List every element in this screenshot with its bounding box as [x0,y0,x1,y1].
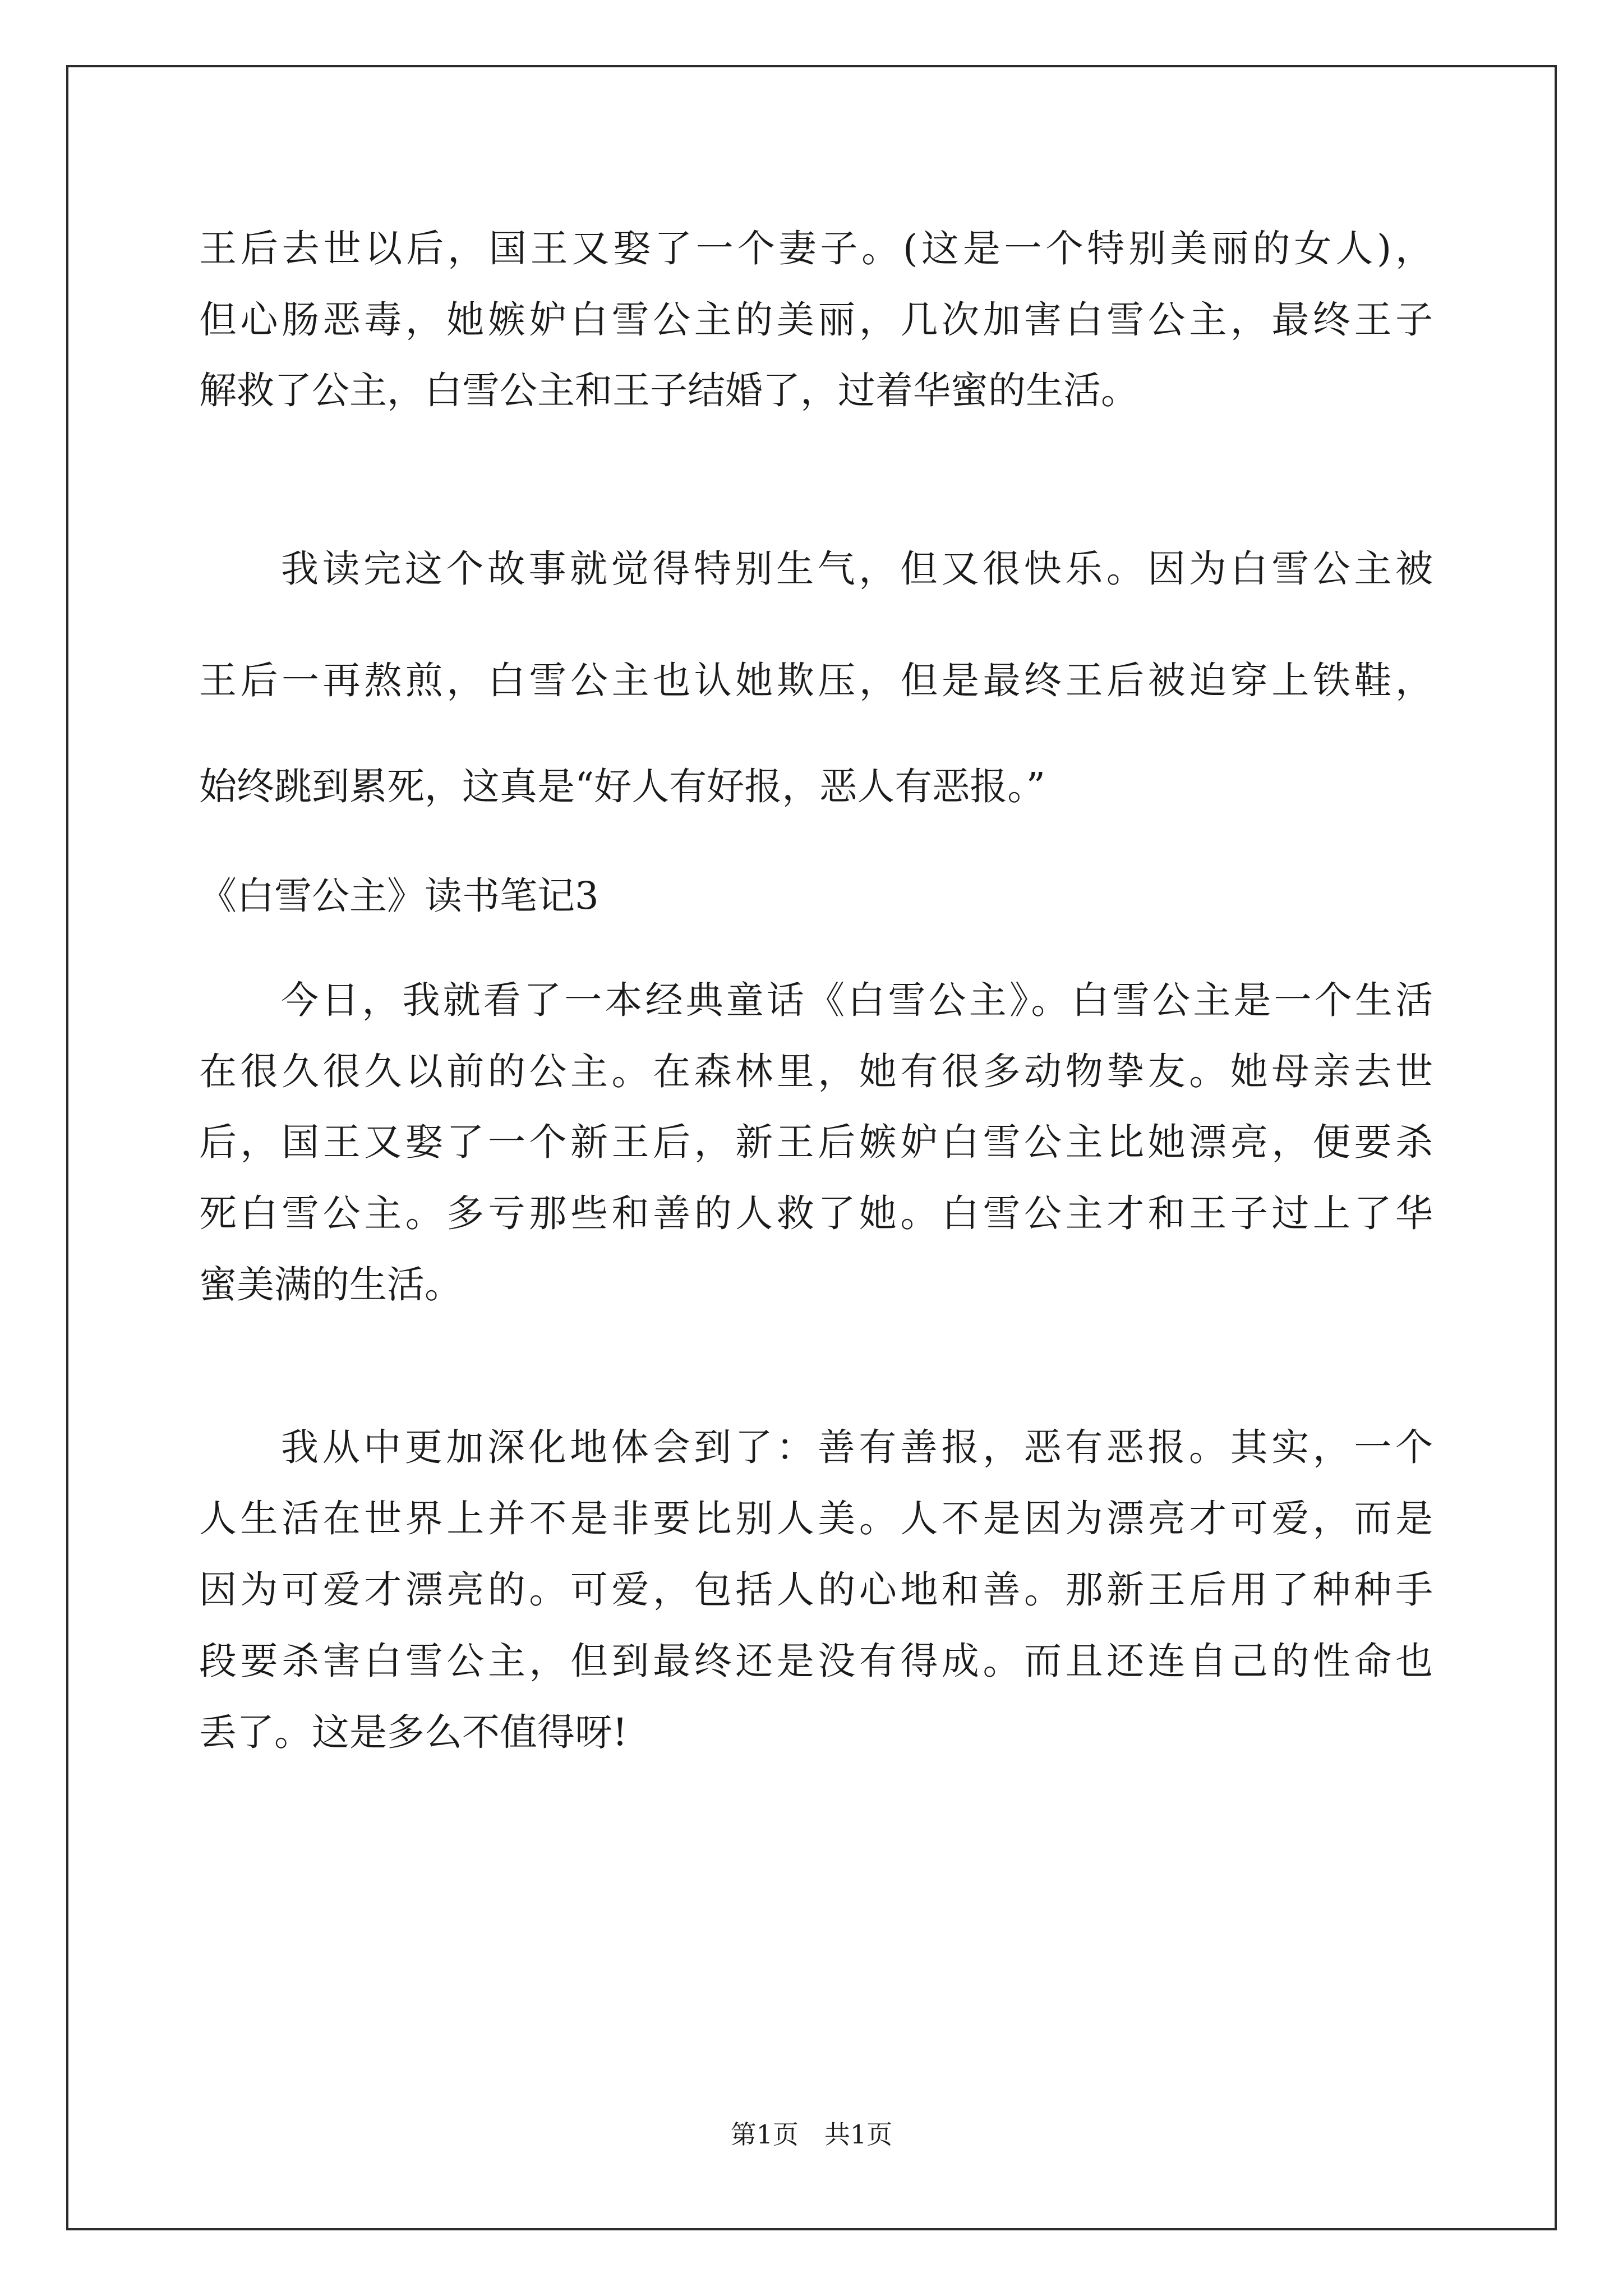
section-heading: 《白雪公主》读书笔记3 [199,874,599,918]
text-line: 我从中更加深化地体会到了：善有善报，恶有恶报。其实，一个 [281,1425,1433,1469]
text-line: 我读完这个故事就觉得特别生气，但又很快乐。因为白雪公主被 [281,547,1433,591]
text-line: 死白雪公主。多亏那些和善的人救了她。白雪公主才和王子过上了华 [199,1191,1433,1235]
text-line: 但心肠恶毒，她嫉妒白雪公主的美丽，几次加害白雪公主，最终王子 [199,298,1433,342]
text-line: 后，国王又娶了一个新王后，新王后嫉妒白雪公主比她漂亮，便要杀 [199,1120,1433,1164]
text-line: 丢了。这是多么不值得呀! [199,1710,628,1754]
text-line: 始终跳到累死，这真是“好人有好报，恶人有恶报。” [199,765,1046,808]
text-line: 在很久很久以前的公主。在森林里，她有很多动物挚友。她母亲去世 [199,1050,1433,1093]
text-line: 蜜美满的生活。 [199,1263,462,1306]
page-number: 第1页 [730,2119,799,2150]
text-line: 解救了公主，白雪公主和王子结婚了，过着华蜜的生活。 [199,369,1138,412]
page-footer [0,2119,1623,2150]
text-line: 段要杀害白雪公主，但到最终还是没有得成。而且还连自己的性命也 [199,1639,1433,1683]
page-total: 共1页 [824,2119,893,2150]
text-line: 人生活在世界上并不是非要比别人美。人不是因为漂亮才可爱，而是 [199,1497,1433,1540]
text-line: 王后一再熬煎，白雪公主也认她欺压，但是最终王后被迫穿上铁鞋， [199,659,1433,702]
text-line: 因为可爱才漂亮的。可爱，包括人的心地和善。那新王后用了种种手 [199,1568,1433,1612]
text-line: 今日，我就看了一本经典童话《白雪公主》。白雪公主是一个生活 [281,978,1433,1022]
text-line: 王后去世以后，国王又娶了一个妻子。(这是一个特别美丽的女人)， [199,227,1433,270]
